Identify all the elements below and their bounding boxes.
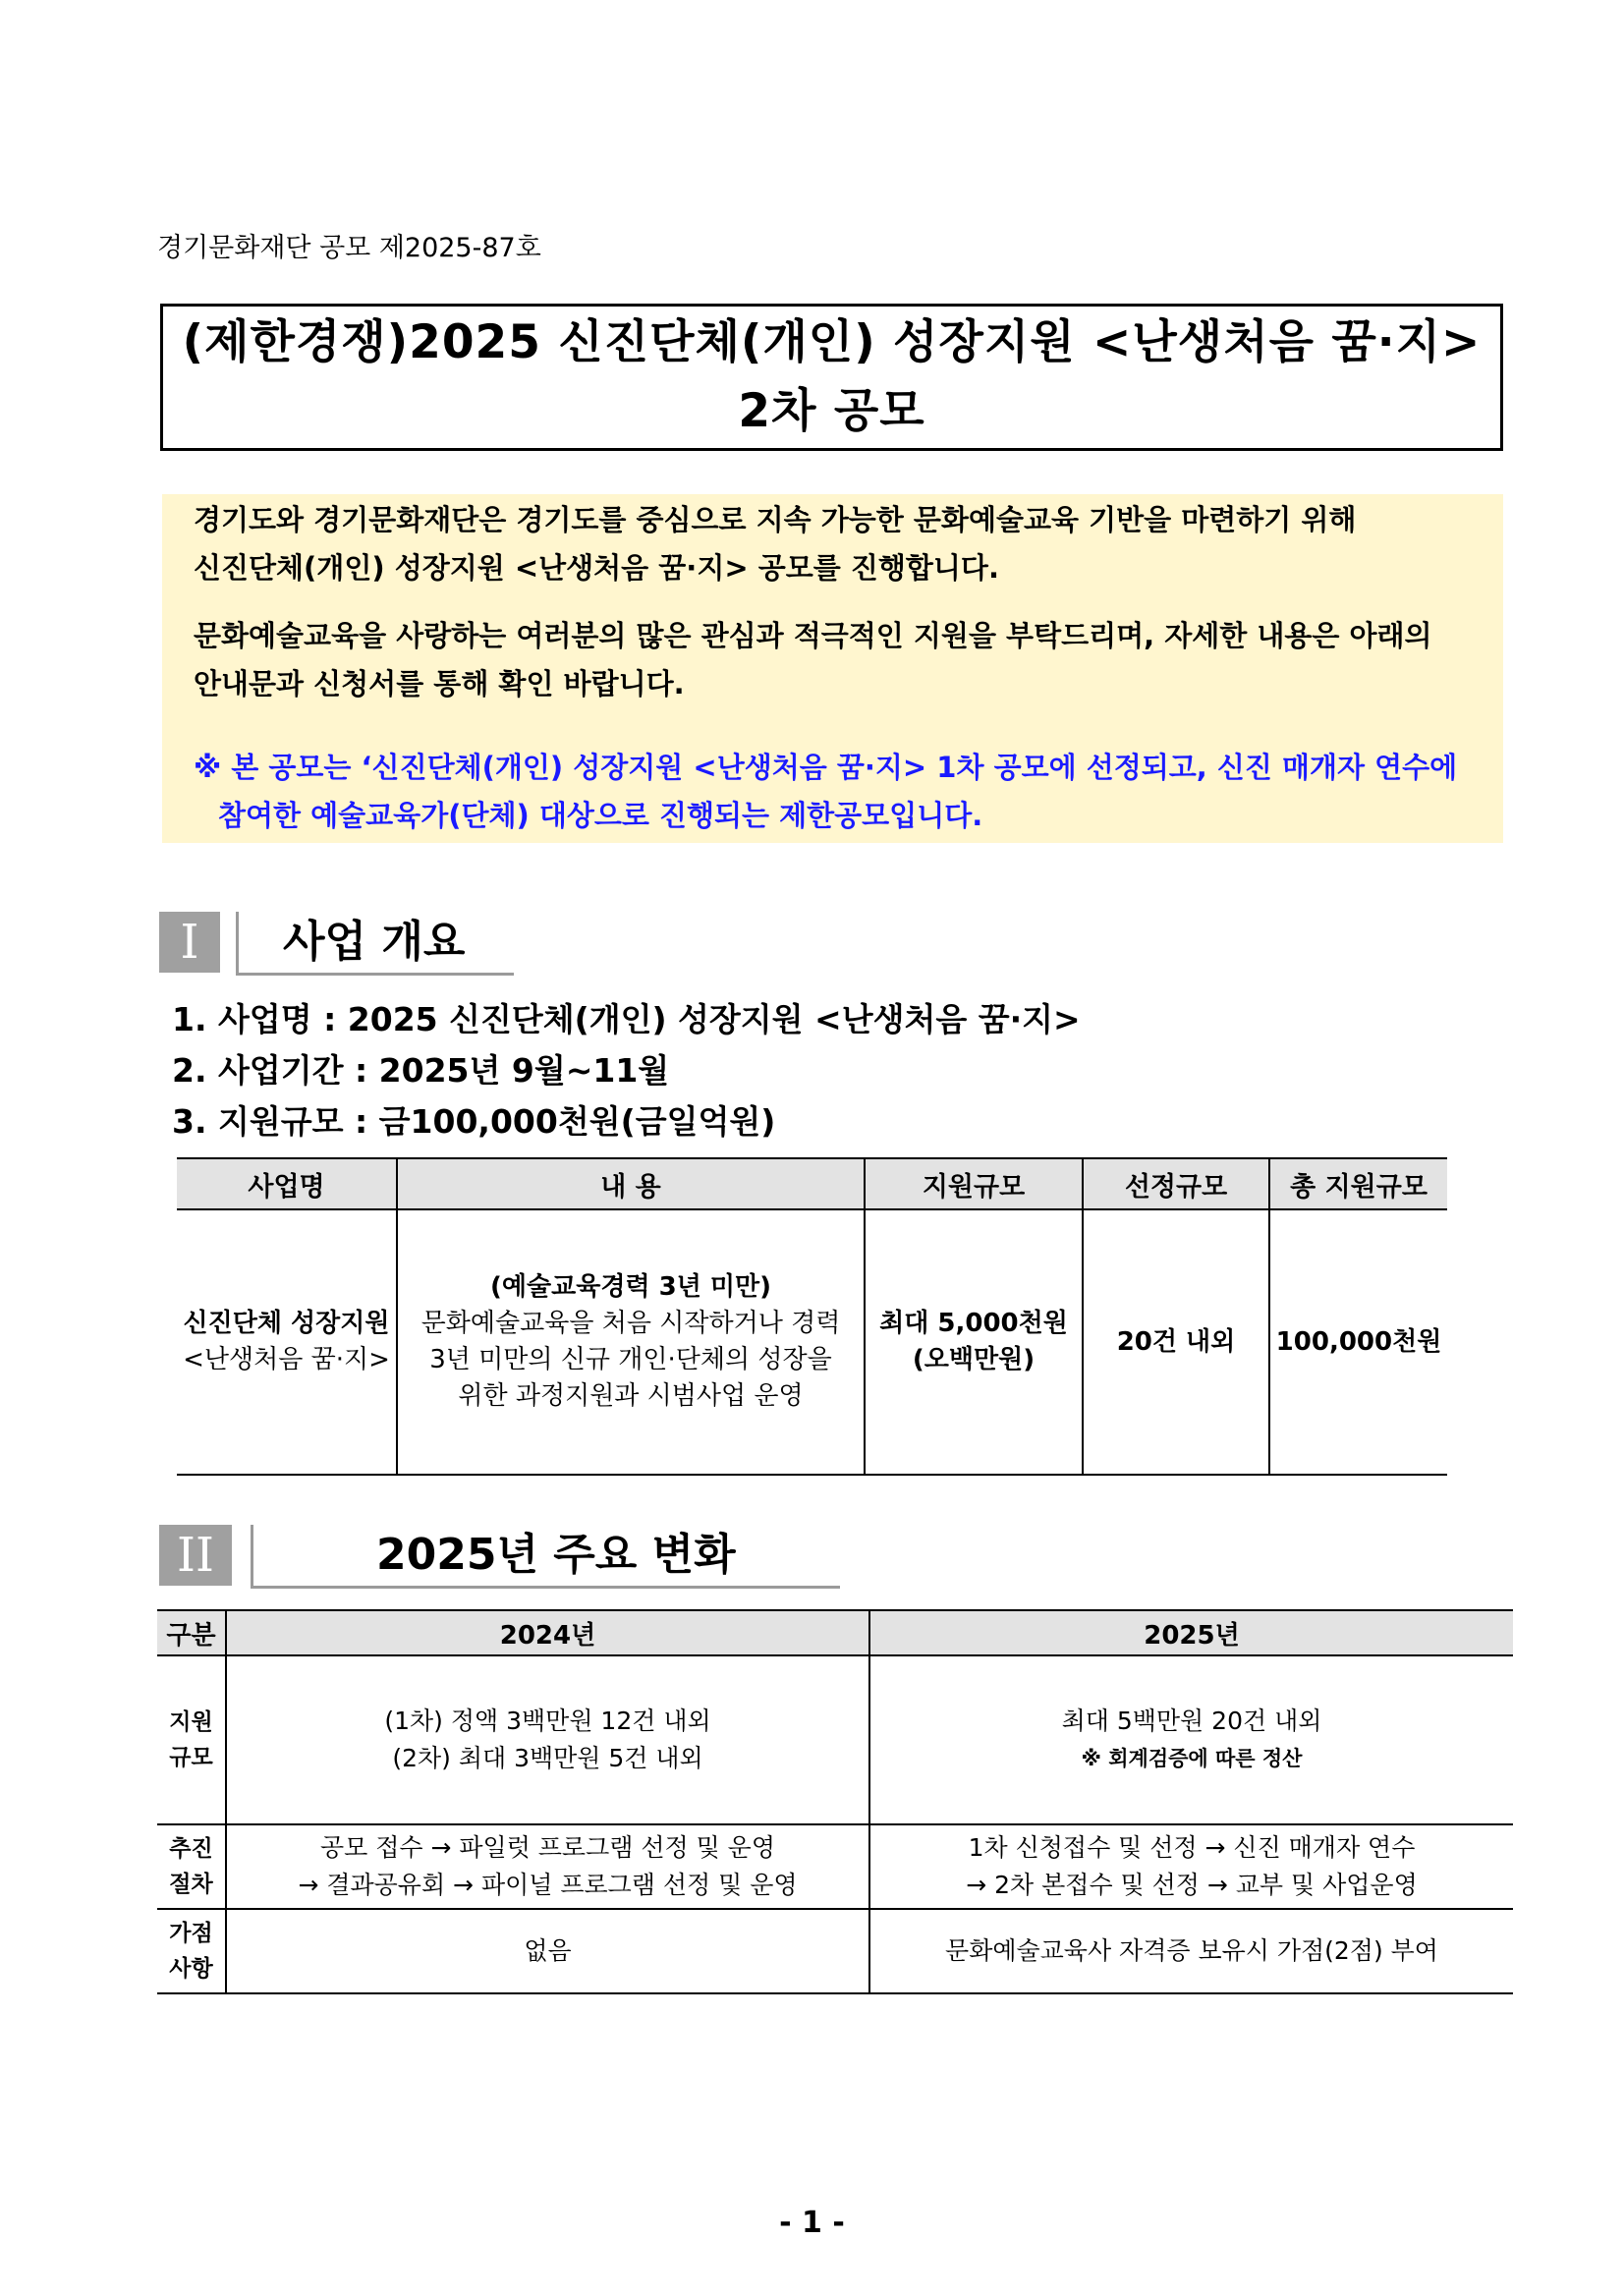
- intro-p2-line1: 문화예술교육을 사랑하는 여러분의 많은 관심과 적극적인 지원을 부탁드리며, 자세한 내용은 아래의: [194, 619, 1432, 652]
- section-1-title: 사업 개요: [283, 917, 466, 967]
- header-selection-scale: 선정규모: [1083, 1158, 1269, 1209]
- header-business-name: 사업명: [177, 1158, 397, 1209]
- title-box: [160, 304, 1503, 451]
- content-line3: 3년 미만의 신규 개인·단체의 성장을: [429, 1345, 832, 1374]
- text-line: 1차 신청접수 및 선정 → 신진 매개자 연수: [968, 1833, 1416, 1862]
- label-bonus: [157, 1909, 226, 1993]
- section-2-title: 2025년 주요 변화: [376, 1530, 736, 1580]
- content-line1: (예술교육경력 3년 미만): [489, 1272, 771, 1302]
- label-line1: 지원: [169, 1709, 213, 1735]
- header-content: 내 용: [397, 1158, 865, 1209]
- table-row: [157, 1909, 1513, 1993]
- intro-p3-line1: ※ 본 공모는 ‘신진단체(개인) 성장지원 <난생처음 꿈·지> 1차 공모에 선정되고, 신진 매개자 연수에: [194, 751, 1458, 784]
- cell-2025-procedure: [869, 1824, 1513, 1909]
- header-total-scale: 총 지원규모: [1269, 1158, 1447, 1209]
- intro-p3-line2: 참여한 예술교육가(단체) 대상으로 진행되는 제한공모입니다.: [218, 799, 983, 832]
- label-support-scale: [157, 1655, 226, 1824]
- changes-table-header: [157, 1610, 1513, 1655]
- label-line1: 가점: [169, 1921, 213, 1946]
- intro-notice: [194, 744, 1472, 840]
- business-name-line1: 신진단체 성장지원: [183, 1309, 390, 1338]
- intro-p1-line2: 신진단체(개인) 성장지원 <난생처음 꿈·지> 공모를 진행합니다.: [194, 551, 999, 585]
- page-number: - 1 -: [779, 2206, 845, 2240]
- settlement-note: ※ 회계검증에 따른 정산: [1081, 1747, 1303, 1770]
- overview-item-period: 2. 사업기간 : 2025년 9월~11월: [172, 1051, 670, 1090]
- notice-number: 경기문화재단 공모 제2025-87호: [157, 233, 541, 263]
- intro-paragraph-2: [194, 612, 1472, 708]
- text-line: 공모 접수 → 파일럿 프로그램 선정 및 운영: [320, 1833, 775, 1862]
- header-category: 구분: [157, 1610, 226, 1655]
- header-2025: 2025년: [869, 1610, 1513, 1655]
- table-row: [157, 1655, 1513, 1824]
- overview-item-name: 1. 사업명 : 2025 신진단체(개인) 성장지원 <난생처음 꿈·지>: [172, 1000, 1081, 1038]
- text-line: (2차) 최대 3백만원 5건 내외: [392, 1744, 703, 1772]
- label-line2: 사항: [169, 1956, 213, 1982]
- cell-support: [865, 1209, 1083, 1475]
- table-row: [177, 1209, 1447, 1475]
- intro-p1-line1: 경기도와 경기문화재단은 경기도를 중심으로 지속 가능한 문화예술교육 기반을 마련하기 위해: [194, 503, 1357, 536]
- cell-content: [397, 1209, 865, 1475]
- cell-2024-procedure: [226, 1824, 869, 1909]
- section-2-number: II: [159, 1525, 232, 1586]
- text-line: → 결과공유회 → 파이널 프로그램 선정 및 운영: [298, 1871, 798, 1899]
- table-row: [157, 1824, 1513, 1909]
- cell-selection: 20건 내외: [1083, 1209, 1269, 1475]
- business-name-line2: <난생처음 꿈·지>: [183, 1345, 390, 1374]
- label-procedure: [157, 1824, 226, 1909]
- overview-table-header: [177, 1158, 1447, 1209]
- label-line1: 추진: [169, 1836, 213, 1862]
- label-line2: 규모: [169, 1745, 213, 1770]
- header-support-scale: 지원규모: [865, 1158, 1083, 1209]
- support-line1: 최대 5,000천원: [879, 1309, 1068, 1338]
- header-2024: 2024년: [226, 1610, 869, 1655]
- title-line-2: 2차 공모: [738, 384, 925, 438]
- cell-2024-support: [226, 1655, 869, 1824]
- support-line2: (오백만원): [912, 1345, 1036, 1374]
- section-1-number: I: [159, 912, 220, 973]
- intro-p2-line2: 안내문과 신청서를 통해 확인 바랍니다.: [194, 667, 685, 700]
- overview-item-budget: 3. 지원규모 : 금100,000천원(금일억원): [172, 1102, 776, 1141]
- content-line2: 문화예술교육을 처음 시작하거나 경력: [420, 1309, 841, 1338]
- label-line2: 절차: [169, 1872, 213, 1897]
- intro-paragraph-1: [194, 494, 1472, 592]
- text-line: 최대 5백만원 20건 내외: [1061, 1707, 1322, 1735]
- cell-business-name: [177, 1209, 397, 1475]
- cell-total: 100,000천원: [1269, 1209, 1447, 1475]
- cell-2025-support: [869, 1655, 1513, 1824]
- changes-table: [157, 1609, 1513, 1994]
- overview-table: [177, 1157, 1447, 1476]
- cell-2025-bonus: 문화예술교육사 자격증 보유시 가점(2점) 부여: [869, 1909, 1513, 1993]
- content-line4: 위한 과정지원과 시범사업 운영: [458, 1381, 804, 1411]
- title-line-1: (제한경쟁)2025 신진단체(개인) 성장지원 <난생처음 꿈·지>: [182, 315, 1482, 369]
- text-line: (1차) 정액 3백만원 12건 내외: [384, 1707, 711, 1735]
- intro-box: [162, 494, 1503, 843]
- cell-2024-bonus: 없음: [226, 1909, 869, 1993]
- text-line: → 2차 본접수 및 선정 → 교부 및 사업운영: [966, 1871, 1418, 1899]
